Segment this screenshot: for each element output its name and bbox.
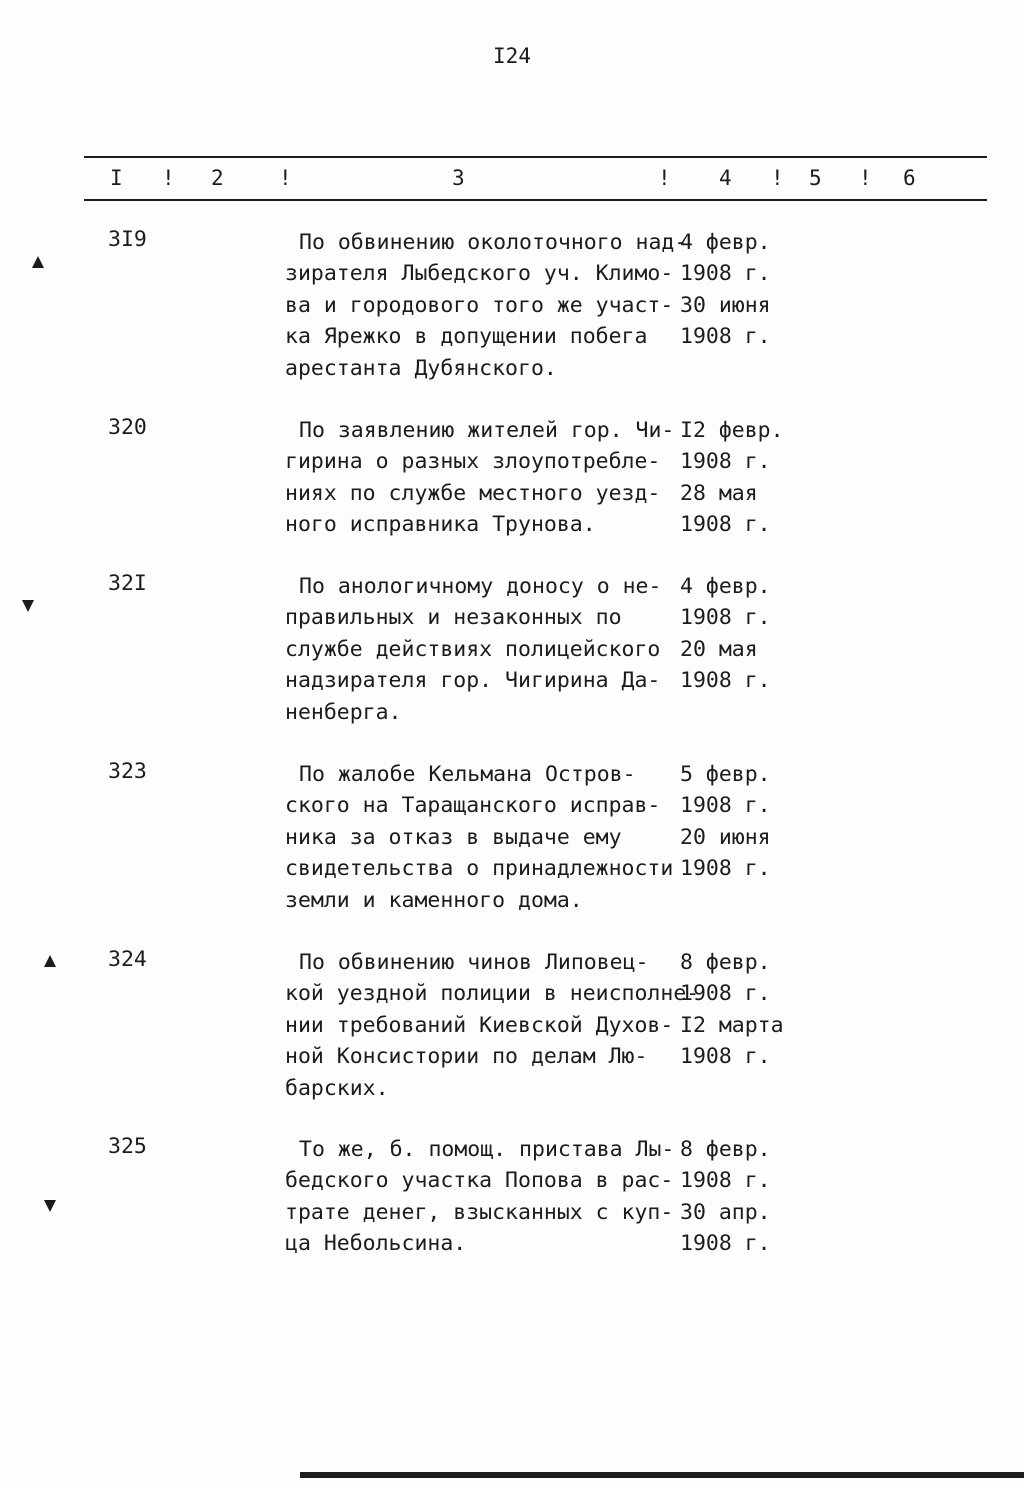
description-line: ника за отказ в выдаче ему bbox=[285, 824, 622, 850]
date-line: 1908 г. bbox=[680, 324, 771, 350]
page-edge-shadow bbox=[300, 1472, 1024, 1478]
description-line: ца Небольсина. bbox=[285, 1231, 467, 1257]
column-header-1: I bbox=[110, 166, 123, 190]
description-line: По обвинению чинов Липовец- bbox=[299, 950, 649, 975]
date-line: 1908 г. bbox=[680, 793, 771, 819]
description-line: ского на Таращанского исправ- bbox=[285, 793, 661, 819]
description-line: арестанта Дубянского. bbox=[285, 355, 557, 381]
entry-dates bbox=[680, 415, 784, 541]
binding-mark-icon bbox=[44, 955, 56, 967]
description-line: ного исправника Трунова. bbox=[285, 512, 596, 538]
entry-description bbox=[285, 1134, 680, 1260]
entry-description bbox=[285, 227, 688, 384]
entry-description bbox=[285, 571, 680, 728]
description-line: бедского участка Попова в рас- bbox=[285, 1168, 674, 1194]
description-line: службе действиях полицейского bbox=[285, 636, 661, 662]
column-separator: ! bbox=[162, 166, 175, 190]
description-line: земли и каменного дома. bbox=[285, 887, 583, 913]
column-separator: ! bbox=[279, 166, 292, 190]
column-separator: ! bbox=[771, 166, 784, 190]
binding-mark-icon bbox=[44, 1200, 56, 1212]
column-separator: ! bbox=[658, 166, 671, 190]
binding-mark-icon bbox=[32, 256, 44, 268]
page-number: I24 bbox=[493, 44, 531, 68]
entry-number: 323 bbox=[108, 759, 147, 784]
description-line: По заявлению жителей гор. Чи- bbox=[299, 418, 675, 443]
date-line: 20 июня bbox=[680, 824, 771, 850]
entry-dates bbox=[680, 947, 784, 1073]
table-header-rule bbox=[84, 199, 987, 201]
date-line: 1908 г. bbox=[680, 261, 771, 287]
date-line: 1908 г. bbox=[680, 1231, 771, 1257]
description-line: ниях по службе местного уезд- bbox=[285, 480, 661, 506]
entry-number: 324 bbox=[108, 947, 147, 972]
column-header-3: 3 bbox=[452, 166, 465, 190]
date-line: 4 февр. bbox=[680, 230, 771, 255]
entry-description bbox=[285, 415, 680, 541]
entry-description bbox=[285, 947, 700, 1104]
entry-number: 325 bbox=[108, 1134, 147, 1159]
date-line: 20 мая bbox=[680, 636, 758, 662]
entry-description bbox=[285, 759, 680, 916]
date-line: 1908 г. bbox=[680, 512, 771, 538]
date-line: 30 апр. bbox=[680, 1199, 771, 1225]
column-header-4: 4 bbox=[719, 166, 732, 190]
description-line: трате денег, взысканных с куп- bbox=[285, 1199, 674, 1225]
entry-number: 32I bbox=[108, 571, 147, 596]
description-line: ва и городового того же участ- bbox=[285, 292, 674, 318]
binding-mark-icon bbox=[22, 600, 34, 612]
entry-dates bbox=[680, 1134, 771, 1260]
date-line: 8 февр. bbox=[680, 1137, 771, 1162]
entry-dates bbox=[680, 571, 771, 697]
column-header-5: 5 bbox=[809, 166, 822, 190]
entry-number: 3I9 bbox=[108, 227, 147, 252]
date-line: I2 марта bbox=[680, 1012, 784, 1038]
description-line: кой уездной полиции в неисполне- bbox=[285, 981, 700, 1007]
description-line: нии требований Киевской Духов- bbox=[285, 1012, 674, 1038]
description-line: По анологичному доносу о не- bbox=[299, 574, 662, 599]
description-line: зирателя Лыбедского уч. Климо- bbox=[285, 261, 674, 287]
date-line: 30 июня bbox=[680, 292, 771, 318]
date-line: 1908 г. bbox=[680, 1044, 771, 1070]
description-line: ной Консистории по делам Лю- bbox=[285, 1044, 648, 1070]
column-separator: ! bbox=[859, 166, 872, 190]
date-line: 1908 г. bbox=[680, 981, 771, 1007]
description-line: По жалобе Кельмана Остров- bbox=[299, 762, 636, 787]
table-header bbox=[0, 166, 1024, 192]
entry-number: 320 bbox=[108, 415, 147, 440]
description-line: гирина о разных злоупотребле- bbox=[285, 449, 661, 475]
date-line: 1908 г. bbox=[680, 1168, 771, 1194]
date-line: 1908 г. bbox=[680, 605, 771, 631]
date-line: 1908 г. bbox=[680, 856, 771, 882]
description-line: барских. bbox=[285, 1075, 389, 1101]
entry-dates bbox=[680, 759, 771, 885]
entry-dates bbox=[680, 227, 771, 353]
description-line: То же, б. помощ. пристава Лы- bbox=[299, 1137, 675, 1162]
table-top-rule bbox=[84, 156, 987, 158]
date-line: 4 февр. bbox=[680, 574, 771, 599]
date-line: 1908 г. bbox=[680, 668, 771, 694]
description-line: ненберга. bbox=[285, 699, 402, 725]
description-line: По обвинению околоточного над- bbox=[299, 230, 688, 255]
date-line: I2 февр. bbox=[680, 418, 784, 443]
column-header-6: 6 bbox=[903, 166, 916, 190]
date-line: 1908 г. bbox=[680, 449, 771, 475]
description-line: свидетельства о принадлежности bbox=[285, 856, 674, 882]
description-line: правильных и незаконных по bbox=[285, 605, 622, 631]
description-line: надзирателя гор. Чигирина Да- bbox=[285, 668, 661, 694]
description-line: ка Ярежко в допущении побега bbox=[285, 324, 648, 350]
column-header-2: 2 bbox=[211, 166, 224, 190]
date-line: 5 февр. bbox=[680, 762, 771, 787]
date-line: 8 февр. bbox=[680, 950, 771, 975]
date-line: 28 мая bbox=[680, 480, 758, 506]
